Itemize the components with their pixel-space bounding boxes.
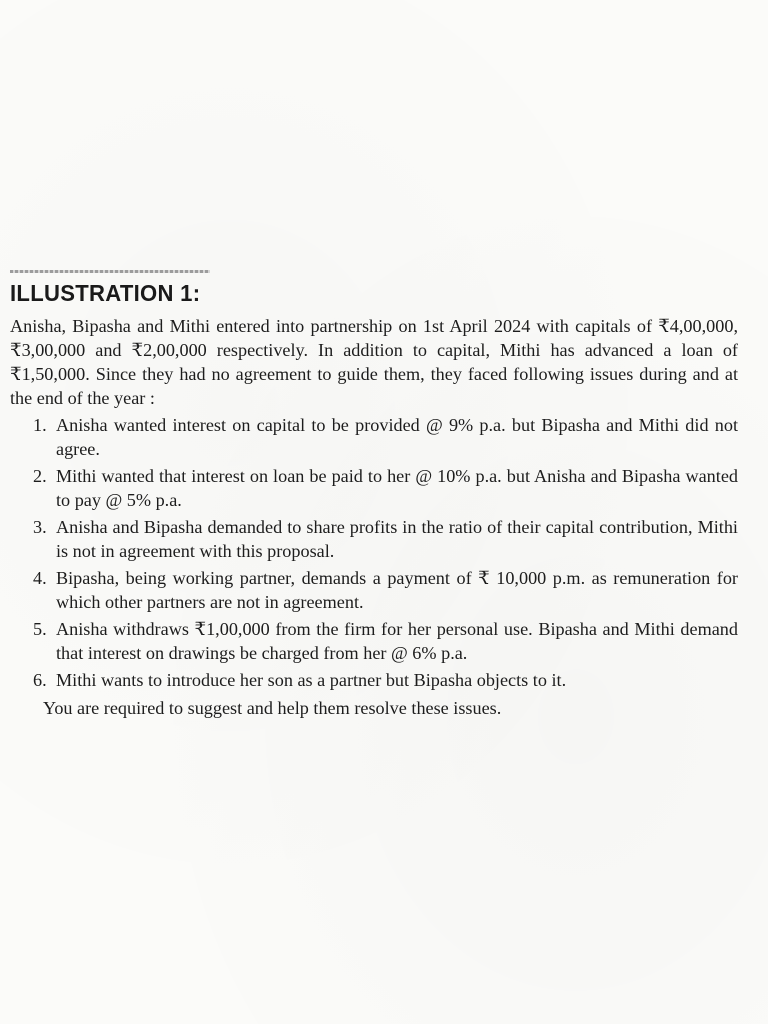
intro-paragraph: Anisha, Bipasha and Mithi entered into partnership on 1st April 2024 with capitals of ₹4,00,000, ₹3,00,000 and ₹2,00,000 respectively. In addition to capital, Mithi has advanced a loan of ₹1,50,000. Since they had no agreement to guide them, they faced following issues during and at the end of the year : bbox=[10, 316, 738, 408]
list-item bbox=[33, 515, 738, 563]
list-item bbox=[33, 413, 738, 461]
issues-list bbox=[10, 413, 738, 692]
list-item bbox=[33, 617, 738, 665]
list-item bbox=[33, 566, 738, 614]
section-divider bbox=[10, 270, 210, 273]
list-item-number: 2. bbox=[33, 466, 47, 486]
list-item-number: 5. bbox=[33, 619, 47, 639]
list-item-text: Anisha wanted interest on capital to be provided @ 9% p.a. but Bipasha and Mithi did not agree. bbox=[56, 415, 738, 459]
list-item-text: Mithi wants to introduce her son as a partner but Bipasha objects to it. bbox=[56, 670, 567, 690]
list-item-number: 3. bbox=[33, 517, 47, 537]
list-item-text: Mithi wanted that interest on loan be paid to her @ 10% p.a. but Anisha and Bipasha wanted to pay @ 5% p.a. bbox=[56, 466, 738, 510]
list-item-number: 6. bbox=[33, 670, 47, 690]
list-item-text: Anisha withdraws ₹1,00,000 from the firm for her personal use. Bipasha and Mithi demand that interest on drawings be charged from her @ 6% p.a. bbox=[56, 619, 738, 663]
list-item-number: 4. bbox=[33, 568, 47, 588]
list-item-text: Bipasha, being working partner, demands a payment of ₹ 10,000 p.m. as remuneration for which other partners are not in agreement. bbox=[56, 568, 738, 612]
closing-instruction: You are required to suggest and help them resolve these issues. bbox=[43, 698, 502, 718]
list-item bbox=[33, 668, 738, 692]
illustration-heading: ILLUSTRATION 1: bbox=[10, 280, 201, 306]
list-item-number: 1. bbox=[33, 415, 47, 435]
illustration-body bbox=[10, 314, 738, 720]
list-item bbox=[33, 464, 738, 512]
list-item-text: Anisha and Bipasha demanded to share profits in the ratio of their capital contribution, Mithi is not in agreement with this proposal. bbox=[56, 517, 738, 561]
